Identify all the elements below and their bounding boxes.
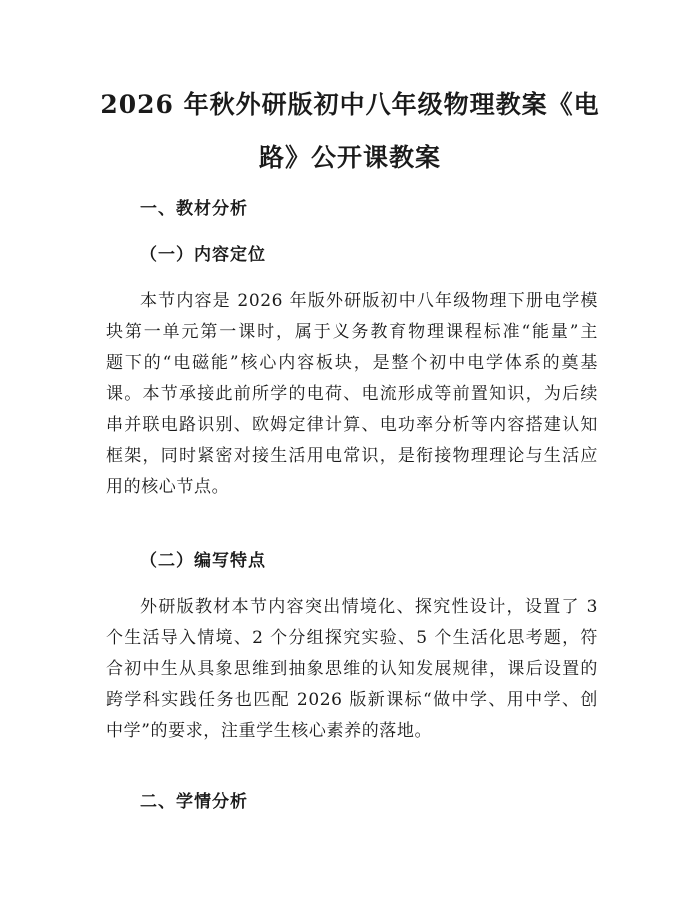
section-heading-learner-analysis: 二、学情分析 [140,792,248,812]
paragraph-line: 课。本节承接此前所学的电荷、电流形成等前置知识，为后续 [106,384,598,404]
paragraph-line: 外研版教材本节内容突出情境化、探究性设计，设置了 3 [140,597,598,617]
paragraph-line: 跨学科实践任务也匹配 2026 版新课标“做中学、用中学、创 [106,690,598,710]
paragraph-line: 中学”的要求，注重学生核心素养的落地。 [106,721,433,741]
subsection-heading-content-positioning: （一）内容定位 [140,245,266,265]
document-title-line-2: 路》公开课教案 [258,143,441,172]
paragraph-content-positioning [106,286,598,503]
document-title-line-1: 2026 年秋外研版初中八年级物理教案《电 [100,90,600,119]
section-heading-textbook-analysis: 一、教材分析 [140,199,248,219]
paragraph-line: 串并联电路识别、欧姆定律计算、电功率分析等内容搭建认知 [106,415,598,435]
paragraph-line: 块第一单元第一课时，属于义务教育物理课程标准“能量”主 [106,322,598,342]
subsection-heading-writing-features: （二）编写特点 [140,551,266,571]
paragraph-line: 个生活导入情境、2 个分组探究实验、5 个生活化思考题，符 [106,628,598,648]
paragraph-line: 题下的“电磁能”核心内容板块，是整个初中电学体系的奠基 [106,353,598,373]
paragraph-writing-features [106,592,598,747]
paragraph-line: 框架，同时紧密对接生活用电常识，是衔接物理理论与生活应 [106,446,598,466]
paragraph-line: 合初中生从具象思维到抽象思维的认知发展规律，课后设置的 [106,659,598,679]
paragraph-line: 用的核心节点。 [106,477,230,497]
paragraph-line: 本节内容是 2026 年版外研版初中八年级物理下册电学模 [140,291,598,311]
